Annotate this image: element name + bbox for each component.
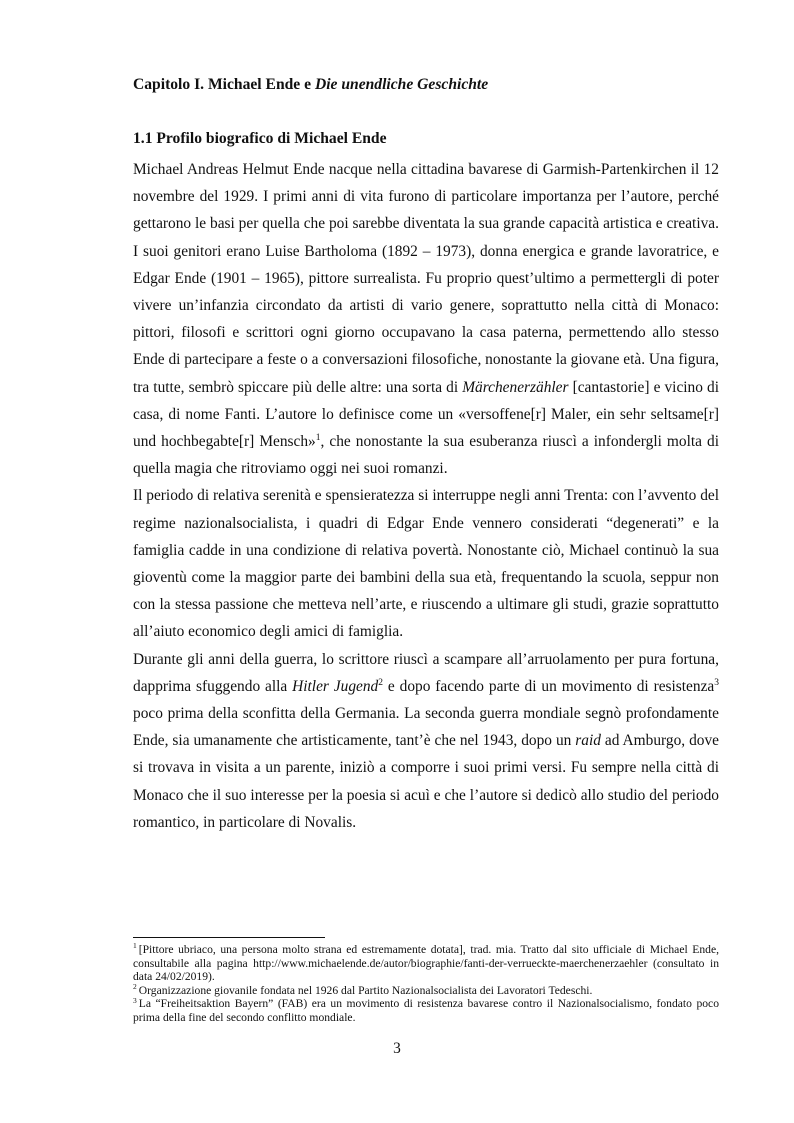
footnotes bbox=[133, 943, 719, 1025]
footnote-text-3: La “Freiheitsaktion Bayern” (FAB) era un movimento di resistenza bavarese contro il Nazionalsocialismo, fondato poco prima della fine del secondo conflitto mondiale. bbox=[133, 997, 719, 1024]
footnote-2 bbox=[133, 981, 719, 998]
body-text bbox=[133, 156, 719, 836]
paragraph-1 bbox=[133, 156, 719, 482]
footnote-number-2: 2 bbox=[133, 981, 137, 991]
paragraph-2: Il periodo di relativa serenità e spensieratezza si interruppe negli anni Trenta: con l’avvento del regime nazionalsocialista, i quadri di Edgar Ende vennero considerati “degenerati” e la famiglia cadde in una condizione di relativa povertà. Nonostante ciò, Michael continuò la sua gioventù come la maggior parte dei bambini della sua età, frequentando la scuola, seppur non con la stessa passione che metteva nell’arte, e riuscendo a ultimare gli studi, grazie soprattutto all’aiuto economico degli amici di famiglia. bbox=[133, 487, 719, 641]
footnote-text-1: [Pittore ubriaco, una persona molto strana ed estremamente dotata], trad. mia. Tratto dal sito ufficiale di Michael Ende, consultabile alla pagina http://www.michaelende.de/autor/biographie/fanti-der-verrueckte-maerchenerzaehler (consultato in data 24/02/2019). bbox=[133, 943, 719, 984]
paragraph-3-text-a: Durante gli anni della guerra, lo scrittore riuscì a scampare all’arruolamento per pura fortuna, dapprima sfuggendo alla bbox=[133, 650, 719, 695]
paragraph-3-text-c: poco prima della sconfitta della Germania. La seconda guerra mondiale segnò profondamente Ende, sia umanamente che artisticamente, tant’è che nel 1943, dopo un bbox=[133, 705, 719, 750]
paragraph-3 bbox=[133, 646, 719, 836]
footnote-text-2: Organizzazione giovanile fondata nel 1926 dal Partito Nazionalsocialista dei Lavoratori Tedeschi. bbox=[138, 983, 593, 997]
footnote-number-1: 1 bbox=[133, 941, 137, 951]
footnote-number-3: 3 bbox=[133, 995, 137, 1005]
section-title: 1.1 Profilo biografico di Michael Ende bbox=[133, 130, 387, 147]
paragraph-1-text-c: , che nonostante la sua esuberanza riuscì a infondergli molta di quella magia che ritroviamo oggi nei suoi romanzi. bbox=[133, 433, 719, 478]
footnote-ref-2[interactable]: 2 bbox=[378, 677, 383, 688]
paragraph-1-text-b: [cantastorie] e vicino di casa, di nome Fanti. L’autore lo definisce come un «versoffene[r] Maler, ein sehr seltsame[r] und hochbegabte[r] Mensch» bbox=[133, 378, 719, 451]
paragraph-3-text-d: ad Amburgo, dove si trovava in visita a un parente, iniziò a comporre i suoi primi versi. Fu sempre nella città di Monaco che il suo interesse per la poesia si acuì e che l’autore si dedicò allo studio del periodo romantico, in particolare di Novalis. bbox=[133, 732, 719, 831]
footnote-ref-1[interactable]: 1 bbox=[315, 432, 321, 443]
page-number: 3 bbox=[393, 1040, 401, 1057]
footnote-1 bbox=[133, 943, 719, 984]
paragraph-1-italic: Märchenerzähler bbox=[462, 378, 569, 396]
paragraph-3-italic-a: Hitler Jugend bbox=[292, 677, 379, 695]
paragraph-3-italic-c: raid bbox=[575, 732, 601, 750]
footnote-3 bbox=[133, 997, 719, 1024]
footnote-divider bbox=[133, 937, 325, 938]
chapter-title bbox=[133, 75, 719, 95]
footnote-ref-3[interactable]: 3 bbox=[714, 677, 719, 688]
chapter-title-text: Capitolo I. Michael Ende e bbox=[133, 76, 315, 93]
chapter-title-italic: Die unendliche Geschichte bbox=[314, 76, 489, 93]
paragraph-1-text-a: Michael Andreas Helmut Ende nacque nella cittadina bavarese di Garmish-Partenkirchen il 12 novembre del 1929. I primi anni di vita furono di particolare importanza per l’autore, perché gettarono le basi per quella che poi sarebbe diventata la sua grande capacità artistica e creativa. I suoi genitori erano Luise Bartholoma (1892 – 1973), donna energica e grande lavoratrice, e Edgar Ende (1901 – 1965), pittore surrealista. Fu proprio quest’ultimo a permettergli di poter vivere un’infanzia circondato da artisti di vario genere, soprattutto nella città di Monaco: pittori, filosofi e scrittori ogni giorno occupavano la casa paterna, permettendo allo stesso Ende di partecipare a feste o a conversazioni filosofiche, nonostante la giovane età. Una figura, tra tutte, sembrò spiccare più delle altre: una sorta di bbox=[133, 161, 719, 396]
paragraph-3-text-b: e dopo facendo parte di un movimento di resistenza bbox=[383, 677, 715, 695]
